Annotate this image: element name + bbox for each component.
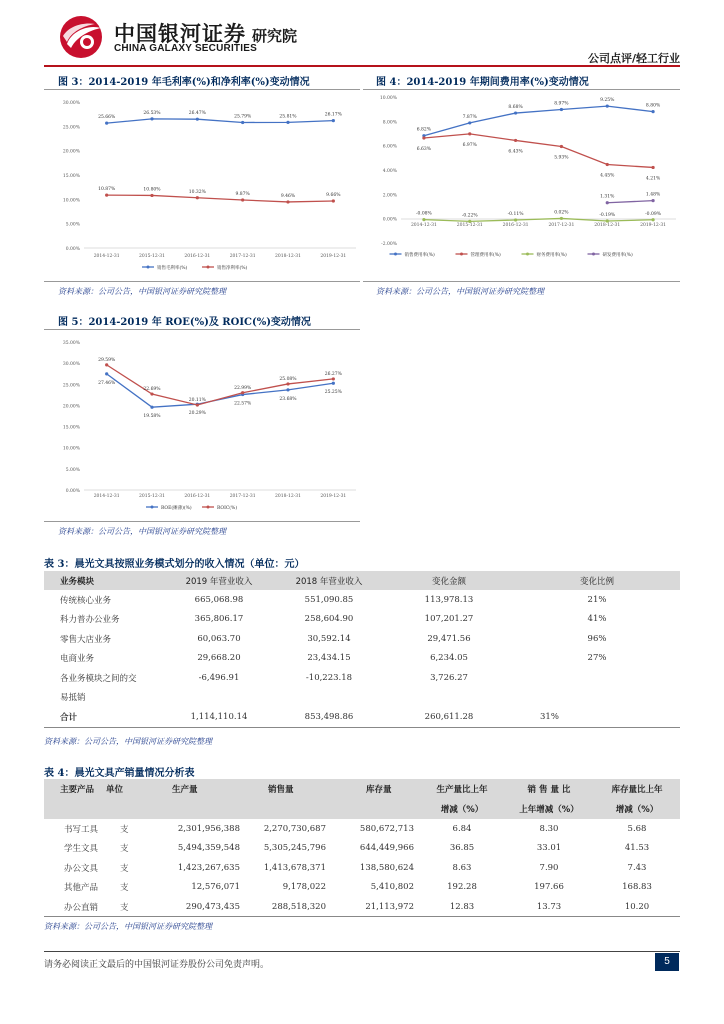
data-label: 4.45%: [600, 173, 615, 179]
table-row: [44, 858, 680, 878]
y-tick-label: 15.00%: [62, 425, 80, 431]
table-cell: 168.83: [622, 882, 652, 893]
data-point: [105, 372, 108, 375]
data-point: [514, 139, 517, 142]
table-cell: 551,090.85: [304, 594, 354, 605]
data-label: 27.46%: [98, 380, 116, 386]
table-cell: 365,806.17: [194, 614, 244, 625]
data-label: 20.11%: [188, 397, 206, 403]
data-point: [651, 166, 654, 169]
data-label: 22.99%: [234, 385, 252, 391]
table-4-header: 生产量: [172, 785, 198, 795]
table-4-title: 表 4：晨光文具产销量情况分析表: [44, 768, 195, 779]
page-number: 5: [655, 953, 679, 971]
data-label: 25.08%: [279, 376, 297, 382]
legend-swatch-marker: [394, 253, 397, 256]
table-cell: 12.83: [449, 901, 475, 912]
report-category: 公司点评/轻工行业: [587, 52, 680, 65]
table-cell: [164, 688, 274, 708]
series-line: [607, 201, 653, 203]
y-tick-label: 5.00%: [65, 467, 80, 473]
y-tick-label: 20.00%: [62, 404, 80, 410]
table-cell: [384, 688, 514, 708]
table-4-source: 资料来源：公司公告，中国银河证券研究院整理: [44, 922, 212, 931]
data-point: [150, 117, 153, 120]
data-point: [606, 105, 609, 108]
data-label: 10.32%: [188, 189, 206, 195]
data-point: [150, 194, 153, 197]
table-cell: 零售大店业务: [60, 634, 112, 645]
table-row: [44, 839, 680, 859]
data-point: [332, 119, 335, 122]
data-label: 6.63%: [416, 147, 432, 153]
table-cell: 传统核心业务: [60, 595, 112, 606]
x-tick-label: 2015-12-31: [456, 223, 483, 228]
table-4-header-row: [44, 779, 680, 799]
data-label: 1.31%: [600, 194, 615, 200]
x-tick-label: 2018-12-31: [275, 254, 301, 259]
x-tick-label: 2018-12-31: [594, 223, 621, 228]
table-cell: 6.84: [452, 823, 472, 834]
table-total-row: [44, 707, 680, 727]
data-point: [468, 132, 471, 135]
legend-label: ROIC(%): [217, 506, 238, 511]
legend-swatch-marker: [592, 253, 595, 256]
legend-label: 销售费用率(%): [404, 253, 435, 258]
table-row: [44, 897, 680, 917]
figure-4-source: 资料来源：公司公告，中国银河证券研究院整理: [376, 287, 544, 296]
data-point: [332, 199, 335, 202]
data-point: [241, 391, 244, 394]
data-point: [422, 218, 425, 221]
table-cell: 支: [120, 883, 129, 894]
data-point: [560, 145, 563, 148]
x-tick-label: 2017-12-31: [548, 223, 575, 228]
table-cell: 支: [120, 863, 129, 874]
legend-swatch-marker: [151, 506, 154, 509]
table-cell: [514, 688, 680, 708]
x-tick-label: 2019-12-31: [320, 254, 347, 259]
data-label: 25.25%: [324, 390, 342, 396]
figure-3-title: 图 3：2014-2019 年毛利率(%)和净利率(%)变动情况: [58, 77, 310, 88]
table-cell: 9,178,022: [282, 882, 326, 893]
legend-swatch-marker: [207, 266, 210, 269]
table-cell: -10,223.18: [305, 672, 353, 683]
y-tick-label: 8.00%: [382, 120, 397, 126]
x-tick-label: 2015-12-31: [139, 494, 165, 499]
legend-label: 销售净利率(%): [217, 266, 248, 271]
data-label: 9.46%: [280, 193, 296, 199]
table-cell: 21,113,972: [365, 901, 414, 912]
table-3-header: 变化金额: [431, 576, 466, 587]
table-cell: 1,423,267,635: [177, 862, 240, 873]
x-tick-label: 2019-12-31: [320, 494, 347, 499]
data-label: 26.17%: [324, 112, 342, 118]
legend-label: 研发费用率(%): [602, 253, 633, 258]
table-cell: 支: [120, 824, 129, 835]
figure-4-title: 图 4：2014-2019 年期间费用率(%)变动情况: [376, 77, 589, 88]
table-cell: 5.68: [627, 823, 647, 834]
data-label: 26.27%: [324, 371, 342, 377]
table-3: [44, 571, 680, 728]
y-tick-label: 10.00%: [62, 446, 80, 452]
x-tick-label: 2014-12-31: [93, 254, 120, 259]
table-3-source: 资料来源：公司公告，中国银河证券研究院整理: [44, 737, 212, 746]
y-tick-label: 6.00%: [382, 144, 397, 150]
table-4-header: 增减（%）: [440, 805, 484, 815]
table-row: [44, 688, 680, 708]
data-label: 22.57%: [234, 401, 252, 407]
table-4: [44, 779, 680, 917]
data-label: 8.68%: [508, 105, 523, 111]
table-cell: 5,305,245,796: [263, 843, 326, 854]
x-tick-label: 2016-12-31: [502, 223, 529, 228]
table-row: [44, 668, 680, 688]
data-point: [286, 121, 289, 124]
table-cell: 2,270,730,687: [263, 823, 326, 834]
table-cell: 21%: [587, 594, 607, 605]
table-cell: 1,114,110.14: [190, 711, 248, 722]
data-point: [332, 382, 335, 385]
series-line: [107, 119, 334, 123]
table-cell: -6,496.91: [198, 672, 240, 683]
data-label: 8.97%: [554, 101, 569, 107]
y-tick-label: 25.00%: [62, 125, 80, 131]
table-cell: 支: [120, 844, 129, 855]
data-label: 7.87%: [462, 114, 477, 120]
data-label: 6.82%: [416, 127, 432, 133]
data-point: [150, 392, 153, 395]
table-cell: 各业务模块之间的交: [60, 673, 137, 684]
y-tick-label: 30.00%: [62, 101, 80, 106]
y-tick-label: 5.00%: [65, 222, 80, 228]
legend-label: ROE(摊薄)(%): [161, 506, 192, 511]
table-cell: 支: [120, 902, 129, 913]
data-label: 5.93%: [554, 155, 569, 161]
y-tick-label: 15.00%: [62, 174, 80, 179]
table-cell: 41%: [587, 614, 607, 625]
table-cell: 107,201.27: [424, 614, 474, 625]
table-cell: 2,301,956,388: [177, 823, 240, 834]
table-cell: 3,726.27: [430, 672, 468, 683]
table-cell: 29,471.56: [427, 633, 471, 644]
y-tick-label: 4.00%: [382, 169, 397, 174]
table-3-header: 2018 年营业收入: [295, 576, 363, 587]
data-label: 9.87%: [235, 191, 250, 197]
table-3-title: 表 3：晨光文具按照业务模式划分的收入情况（单位：元）: [44, 559, 305, 570]
table-cell: [274, 688, 384, 708]
y-tick-label: 30.00%: [62, 362, 80, 368]
table-cell: 288,518,320: [271, 901, 326, 912]
x-tick-label: 2016-12-31: [184, 494, 211, 499]
data-point: [560, 217, 563, 220]
data-label: 19.58%: [143, 414, 161, 420]
data-point: [241, 121, 244, 124]
figure-5-source: 资料来源：公司公告，中国银河证券研究院整理: [58, 527, 226, 536]
data-label: 6.43%: [508, 149, 523, 155]
y-tick-label: 35.00%: [62, 341, 80, 346]
y-tick-label: 10.00%: [379, 96, 397, 101]
table-4-header: 主要产品: [60, 785, 95, 795]
table-cell: 5,410,802: [370, 882, 414, 893]
data-point: [560, 108, 563, 111]
y-tick-label: 20.00%: [62, 149, 80, 155]
table-cell: 23,434.15: [307, 653, 351, 664]
table-cell: 1,413,678,371: [263, 862, 326, 873]
legend-label: 管理费用率(%): [470, 253, 501, 258]
data-point: [422, 136, 425, 139]
table-cell: 258,604.90: [304, 614, 354, 625]
legend-swatch-marker: [207, 506, 210, 509]
legend-label: 销售毛利率(%): [157, 266, 188, 271]
data-point: [241, 198, 244, 201]
data-label: 10.80%: [143, 187, 161, 193]
table-4-header: 销售量: [268, 785, 294, 795]
table-cell: 27%: [587, 653, 607, 664]
data-label: -0.09%: [645, 211, 661, 217]
table-cell: 41.53: [624, 843, 650, 854]
table-cell: 电商业务: [60, 654, 95, 665]
table-4-header: 库存量比上年: [611, 785, 663, 795]
y-tick-label: 25.00%: [62, 383, 80, 389]
data-point: [196, 403, 199, 406]
data-label: 0.02%: [554, 210, 569, 216]
x-tick-label: 2019-12-31: [640, 223, 667, 228]
y-tick-label: 0.00%: [382, 217, 397, 223]
table-cell: 其他产品: [64, 883, 99, 894]
data-label: 25.79%: [234, 114, 252, 120]
legend-label: 财务费用率(%): [536, 253, 567, 258]
table-cell: 260,611.28: [424, 711, 474, 722]
data-point: [651, 218, 654, 221]
data-label: 22.69%: [143, 387, 161, 393]
y-tick-label: -2.00%: [381, 242, 397, 247]
table-cell: [514, 668, 680, 688]
table-cell: 7.90: [539, 862, 559, 873]
data-label: -0.19%: [599, 212, 616, 218]
y-tick-label: 10.00%: [62, 198, 80, 204]
table-cell: 科力普办公业务: [60, 615, 120, 626]
table-cell: 29,668.20: [197, 653, 241, 664]
figure-3-source: 资料来源：公司公告，中国银河证券研究院整理: [58, 287, 226, 296]
table-cell: 665,068.98: [194, 594, 244, 605]
table-cell: 10.20: [624, 901, 650, 912]
data-label: 25.66%: [98, 115, 116, 121]
data-point: [606, 201, 609, 204]
legend-swatch-marker: [147, 266, 150, 269]
china-galaxy-logo: [57, 14, 105, 60]
data-label: -0.22%: [461, 213, 478, 219]
table-4-header: 增减（%）: [615, 805, 659, 815]
table-3-header-row: [44, 571, 680, 590]
data-point: [606, 219, 609, 222]
table-4-header-row-2: [44, 799, 680, 819]
table-row: [44, 590, 680, 610]
data-point: [105, 363, 108, 366]
data-point: [468, 220, 471, 223]
figure-5-title: 图 5：2014-2019 年 ROE(%)及 ROIC(%)变动情况: [58, 317, 311, 328]
data-label: -0.11%: [507, 212, 524, 218]
table-cell: 31%: [540, 711, 559, 722]
table-cell: 易抵销: [60, 693, 86, 704]
table-cell: 138,580,624: [359, 862, 414, 873]
table-cell: 644,449,966: [359, 843, 414, 854]
data-point: [105, 193, 108, 196]
header-divider: [44, 65, 680, 67]
x-tick-label: 2018-12-31: [275, 494, 301, 499]
table-row: [44, 629, 680, 649]
table-4-header: 库存量: [366, 785, 392, 795]
data-point: [286, 382, 289, 385]
series-line: [107, 374, 334, 407]
table-row: [44, 819, 680, 839]
x-tick-label: 2014-12-31: [93, 494, 120, 499]
legend-swatch-marker: [526, 253, 529, 256]
x-tick-label: 2017-12-31: [229, 254, 256, 259]
table-row: [44, 649, 680, 669]
data-label: 29.59%: [98, 357, 116, 363]
data-point: [286, 388, 289, 391]
table-cell: 6,234.05: [430, 653, 468, 664]
data-label: 9.66%: [326, 192, 341, 198]
data-label: 25.81%: [279, 114, 297, 120]
table-4-header: 销 售 量 比: [527, 785, 571, 795]
data-label: 4.21%: [645, 176, 661, 182]
data-point: [332, 377, 335, 380]
table-cell: 580,672,713: [359, 823, 414, 834]
data-label: 10.87%: [98, 187, 116, 193]
table-cell: 290,473,435: [185, 901, 240, 912]
data-label: 9.25%: [600, 98, 615, 104]
figure-3-frame: [44, 89, 360, 282]
table-4-header: 上年增减（%）: [519, 805, 579, 815]
table-cell: 12,576,071: [191, 882, 240, 893]
figure-3-chart: [44, 90, 360, 281]
figure-5-chart: [44, 330, 360, 521]
table-cell: 30,592.14: [307, 633, 351, 644]
table-row: [44, 610, 680, 630]
data-point: [105, 122, 108, 125]
series-line: [424, 106, 653, 136]
data-label: -0.08%: [416, 211, 432, 217]
data-point: [196, 118, 199, 121]
y-tick-label: 0.00%: [65, 489, 80, 494]
table-cell: 学生文具: [64, 844, 99, 855]
data-label: 8.80%: [645, 103, 661, 109]
table-cell: 853,498.86: [304, 711, 354, 722]
table-cell: 办公直销: [64, 902, 99, 913]
table-3-header: 业务模块: [60, 576, 95, 587]
series-line: [424, 134, 653, 168]
data-point: [514, 111, 517, 114]
table-cell: 197.66: [534, 882, 564, 893]
brand-institute: 研究院: [252, 27, 298, 45]
table-3-header: 变化比例: [579, 576, 614, 587]
table-cell: 192.28: [447, 882, 477, 893]
data-point: [651, 199, 654, 202]
footer-divider: [44, 951, 680, 952]
table-cell: 8.30: [539, 823, 559, 834]
table-cell: 36.85: [449, 843, 475, 854]
data-label: 6.97%: [462, 142, 477, 148]
x-tick-label: 2017-12-31: [229, 494, 256, 499]
table-cell: 合计: [60, 712, 78, 723]
data-point: [286, 200, 289, 203]
table-4-header: 生产量比上年: [436, 785, 488, 795]
data-point: [651, 110, 654, 113]
y-tick-label: 2.00%: [382, 193, 397, 199]
table-4-header: 单位: [106, 785, 124, 795]
disclaimer-text: 请务必阅读正文最后的中国银河证券股份公司免责声明。: [44, 960, 270, 970]
legend-swatch-marker: [460, 253, 463, 256]
table-cell: 113,978.13: [424, 594, 474, 605]
brand-name-en: CHINA GALAXY SECURITIES: [114, 43, 257, 54]
data-point: [468, 121, 471, 124]
table-cell: 60,063.70: [197, 633, 241, 644]
data-label: 26.47%: [188, 111, 206, 117]
figure-5-frame: [44, 329, 360, 522]
figure-4-frame: [363, 89, 680, 282]
table-cell: 96%: [587, 633, 607, 644]
table-cell: 5,494,359,548: [177, 843, 240, 854]
data-label: 1.48%: [645, 192, 661, 198]
figure-4-chart: [363, 90, 680, 281]
data-label: 20.29%: [188, 411, 206, 417]
data-point: [514, 218, 517, 221]
data-point: [150, 406, 153, 409]
x-tick-label: 2016-12-31: [184, 254, 211, 259]
y-tick-label: 0.00%: [65, 247, 80, 252]
table-cell: 8.63: [452, 862, 472, 873]
table-cell: 7.43: [627, 862, 647, 873]
x-tick-label: 2015-12-31: [139, 254, 165, 259]
x-tick-label: 2014-12-31: [410, 223, 437, 228]
table-cell: 33.01: [536, 843, 562, 854]
table-row: [44, 878, 680, 898]
table-cell: 办公文具: [64, 863, 99, 874]
data-point: [606, 163, 609, 166]
brand-name-cn: 中国银河证券: [114, 22, 246, 46]
data-label: 23.68%: [279, 396, 297, 402]
data-label: 26.53%: [143, 110, 161, 116]
table-cell: 书写工具: [64, 824, 99, 835]
series-line: [107, 195, 334, 202]
table-cell: 13.73: [536, 901, 562, 912]
table-3-header: 2019 年营业收入: [185, 576, 253, 587]
data-point: [196, 196, 199, 199]
